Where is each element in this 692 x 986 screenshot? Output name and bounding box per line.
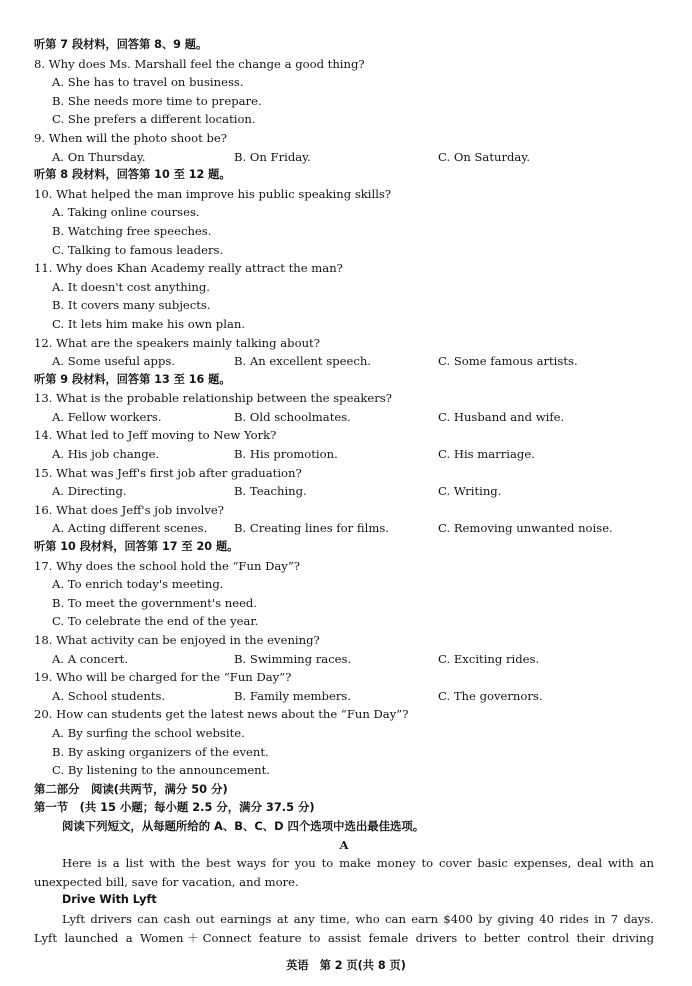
option-12c: C. Some famous artists. (438, 354, 578, 369)
option-14b: B. His promotion. (234, 447, 338, 462)
options-18 (34, 650, 654, 669)
option-12b: B. An excellent speech. (234, 354, 371, 369)
options-16 (34, 519, 654, 538)
option-16c: C. Removing unwanted noise. (438, 521, 613, 536)
option-11b: B. It covers many subjects. (52, 298, 211, 313)
option-19c: C. The governors. (438, 688, 543, 703)
option-18c: C. Exciting rides. (438, 651, 540, 666)
option-8b: B. She needs more time to prepare. (52, 93, 262, 108)
option-9a: A. On Thursday. (52, 149, 146, 164)
passage-intro-line-1: Here is a list with the best ways for you to make money to cover basic expenses, deal with an (62, 856, 654, 871)
option-17a: A. To enrich today's meeting. (52, 577, 224, 592)
option-20b: B. By asking organizers of the event. (52, 744, 269, 759)
section-header-10: 听第 10 段材料，回答第 17 至 20 题。 (34, 540, 239, 554)
option-12a: A. Some useful apps. (52, 354, 176, 369)
question-16: 16. What does Jeff's job involve? (34, 502, 224, 517)
question-14: 14. What led to Jeff moving to New York? (34, 428, 277, 443)
option-10a: A. Taking online courses. (52, 205, 200, 220)
section-header-8: 听第 8 段材料，回答第 10 至 12 题。 (34, 168, 231, 182)
part-two-title: 第二部分 阅读(共两节，满分 50 分) (34, 781, 228, 796)
section-one-title: 第一节 (共 15 小题；每小题 2.5 分，满分 37.5 分) (34, 800, 315, 815)
passage-intro-line-2: unexpected bill, save for vacation, and more. (34, 874, 299, 889)
question-11: 11. Why does Khan Academy really attract the man? (34, 261, 343, 276)
question-17: 17. Why does the school hold the “Fun Day”? (34, 558, 300, 573)
option-10c: C. Talking to famous leaders. (52, 242, 224, 257)
passage-body-line-1: Lyft drivers can cash out earnings at any time, who can earn $400 by giving 40 rides in 7 days. (62, 911, 654, 926)
option-11a: A. It doesn't cost anything. (52, 279, 210, 294)
option-16b: B. Creating lines for films. (234, 521, 389, 536)
reading-instruction: 阅读下列短文，从每题所给的 A、B、C、D 四个选项中选出最佳选项。 (62, 818, 425, 833)
option-10b: B. Watching free speeches. (52, 223, 212, 238)
question-19: 19. Who will be charged for the “Fun Day”? (34, 670, 292, 685)
option-15a: A. Directing. (52, 484, 127, 499)
options-14 (34, 445, 654, 464)
option-18a: A. A concert. (52, 651, 128, 666)
question-18: 18. What activity can be enjoyed in the evening? (34, 633, 320, 647)
option-17c: C. To celebrate the end of the year. (52, 614, 259, 629)
options-15 (34, 482, 654, 501)
option-8a: A. She has to travel on business. (52, 75, 244, 90)
page-content (34, 36, 654, 947)
option-15b: B. Teaching. (234, 484, 307, 499)
option-15c: C. Writing. (438, 484, 502, 499)
option-18b: B. Swimming races. (234, 651, 352, 666)
question-12: 12. What are the speakers mainly talking about? (34, 335, 320, 350)
option-13a: A. Fellow workers. (52, 409, 162, 424)
option-13c: C. Husband and wife. (438, 409, 565, 424)
options-9 (34, 148, 654, 167)
option-13b: B. Old schoolmates. (234, 409, 351, 424)
option-19b: B. Family members. (234, 688, 352, 703)
question-10: 10. What helped the man improve his public speaking skills? (34, 186, 392, 201)
options-13 (34, 408, 654, 427)
option-20c: C. By listening to the announcement. (52, 763, 270, 778)
question-15: 15. What was Jeff's first job after graduation? (34, 465, 302, 480)
option-14a: A. His job change. (52, 447, 160, 462)
page-footer: 英语 第 2 页(共 8 页) (286, 959, 406, 972)
option-16a: A. Acting different scenes. (52, 521, 208, 536)
section-header-7: 听第 7 段材料，回答第 8、9 题。 (34, 38, 208, 51)
option-8c: C. She prefers a different location. (52, 112, 256, 127)
question-9: 9. When will the photo shoot be? (34, 130, 227, 145)
question-20: 20. How can students get the latest news about the “Fun Day”? (34, 707, 409, 722)
option-20a: A. By surfing the school website. (52, 725, 245, 740)
question-13: 13. What is the probable relationship between the speakers? (34, 391, 392, 406)
passage-label: A (339, 837, 349, 852)
option-19a: A. School students. (52, 688, 166, 703)
option-11c: C. It lets him make his own plan. (52, 316, 246, 331)
options-12 (34, 352, 654, 371)
option-9b: B. On Friday. (234, 149, 311, 164)
passage-subheading: Drive With Lyft (62, 893, 157, 907)
option-14c: C. His marriage. (438, 447, 535, 462)
section-header-9: 听第 9 段材料，回答第 13 至 16 题。 (34, 372, 231, 386)
passage-body-line-2: Lyft launched a Women＋Connect feature to assist female drivers to better control their driving (34, 930, 654, 945)
option-17b: B. To meet the government's need. (52, 595, 258, 610)
question-8: 8. Why does Ms. Marshall feel the change a good thing? (34, 56, 365, 71)
options-19 (34, 687, 654, 706)
option-9c: C. On Saturday. (438, 149, 531, 164)
